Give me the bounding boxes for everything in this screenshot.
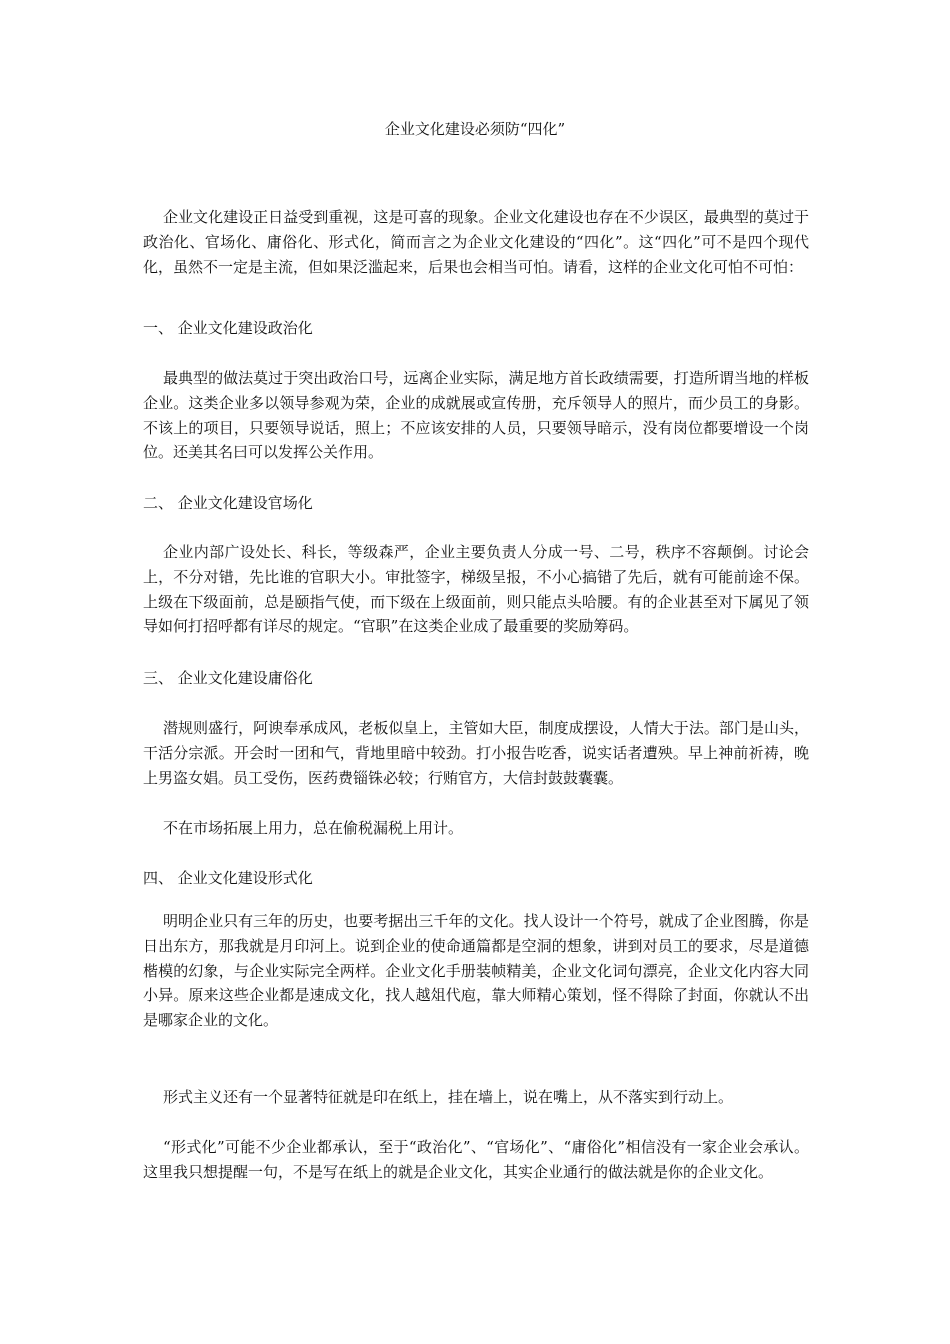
document-title: 企业文化建设必须防“四化” [384, 120, 566, 138]
intro-paragraph: 企业文化建设正日益受到重视，这是可喜的现象。企业文化建设也存在不少误区，最典型的莫过于政治化、官场化、庸俗化、形式化，简而言之为企业文化建设的“四化”。这“四化”可不是四个现代化，虽然不一定是主流，但如果泛滥起来，后果也会相当可怕。请看，这样的企业文化可怕不可怕： [143, 208, 809, 276]
section-heading-4: 四、 企业文化建设形式化 [143, 869, 313, 887]
section-heading-1: 一、 企业文化建设政治化 [143, 319, 313, 337]
section-4-paragraph-3: “形式化”可能不少企业都承认，至于“政治化”、“官场化”、“庸俗化”相信没有一家企业会承认。这里我只想提醒一句，不是写在纸上的就是企业文化，其实企业通行的做法就是你的企业文化。 [143, 1138, 809, 1181]
section-3-paragraph-1: 潜规则盛行，阿谀奉承成风，老板似皇上，主管如大臣，制度成摆设，人情大于法。部门是山头，干活分宗派。开会时一团和气，背地里暗中较劲。打小报告吃香，说实话者遭殃。早上神前祈祷，晚上男盗女娼。员工受伤，医药费锱铢必较；行贿官方，大信封鼓鼓囊囊。 [143, 719, 809, 787]
section-4-paragraph-2: 形式主义还有一个显著特征就是印在纸上，挂在墙上，说在嘴上，从不落实到行动上。 [163, 1088, 734, 1106]
section-4-paragraph-1: 明明企业只有三年的历史，也要考据出三千年的文化。找人设计一个符号，就成了企业图腾，你是日出东方，那我就是月印河上。说到企业的使命通篇都是空洞的想象，讲到对员工的要求，尽是道德楷模的幻象，与企业实际完全两样。企业文化手册装帧精美，企业文化词句漂亮，企业文化内容大同小异。原来这些企业都是速成文化，找人越俎代庖，靠大师精心策划，怪不得除了封面，你就认不出是哪家企业的文化。 [143, 912, 809, 1030]
section-2-paragraph: 企业内部广设处长、科长，等级森严，企业主要负责人分成一号、二号，秩序不容颠倒。讨论会上，不分对错，先比谁的官职大小。审批签字，梯级呈报，不小心搞错了先后，就有可能前途不保。上级在下级面前，总是颐指气使，而下级在上级面前，则只能点头哈腰。有的企业甚至对下属见了领导如何打招呼都有详尽的规定。“官职”在这类企业成了最重要的奖励筹码。 [143, 543, 809, 636]
section-heading-2: 二、 企业文化建设官场化 [143, 494, 313, 512]
section-heading-3: 三、 企业文化建设庸俗化 [143, 669, 313, 687]
section-1-paragraph: 最典型的做法莫过于突出政治口号，远离企业实际，满足地方首长政绩需要，打造所谓当地的样板企业。这类企业多以领导参观为荣，企业的成就展或宣传册，充斥领导人的照片，而少员工的身影。不该上的项目，只要领导说话，照上；不应该安排的人员，只要领导暗示，没有岗位都要增设一个岗位。还美其名曰可以发挥公关作用。 [143, 369, 809, 462]
section-3-paragraph-2: 不在市场拓展上用力，总在偷税漏税上用计。 [163, 819, 464, 837]
